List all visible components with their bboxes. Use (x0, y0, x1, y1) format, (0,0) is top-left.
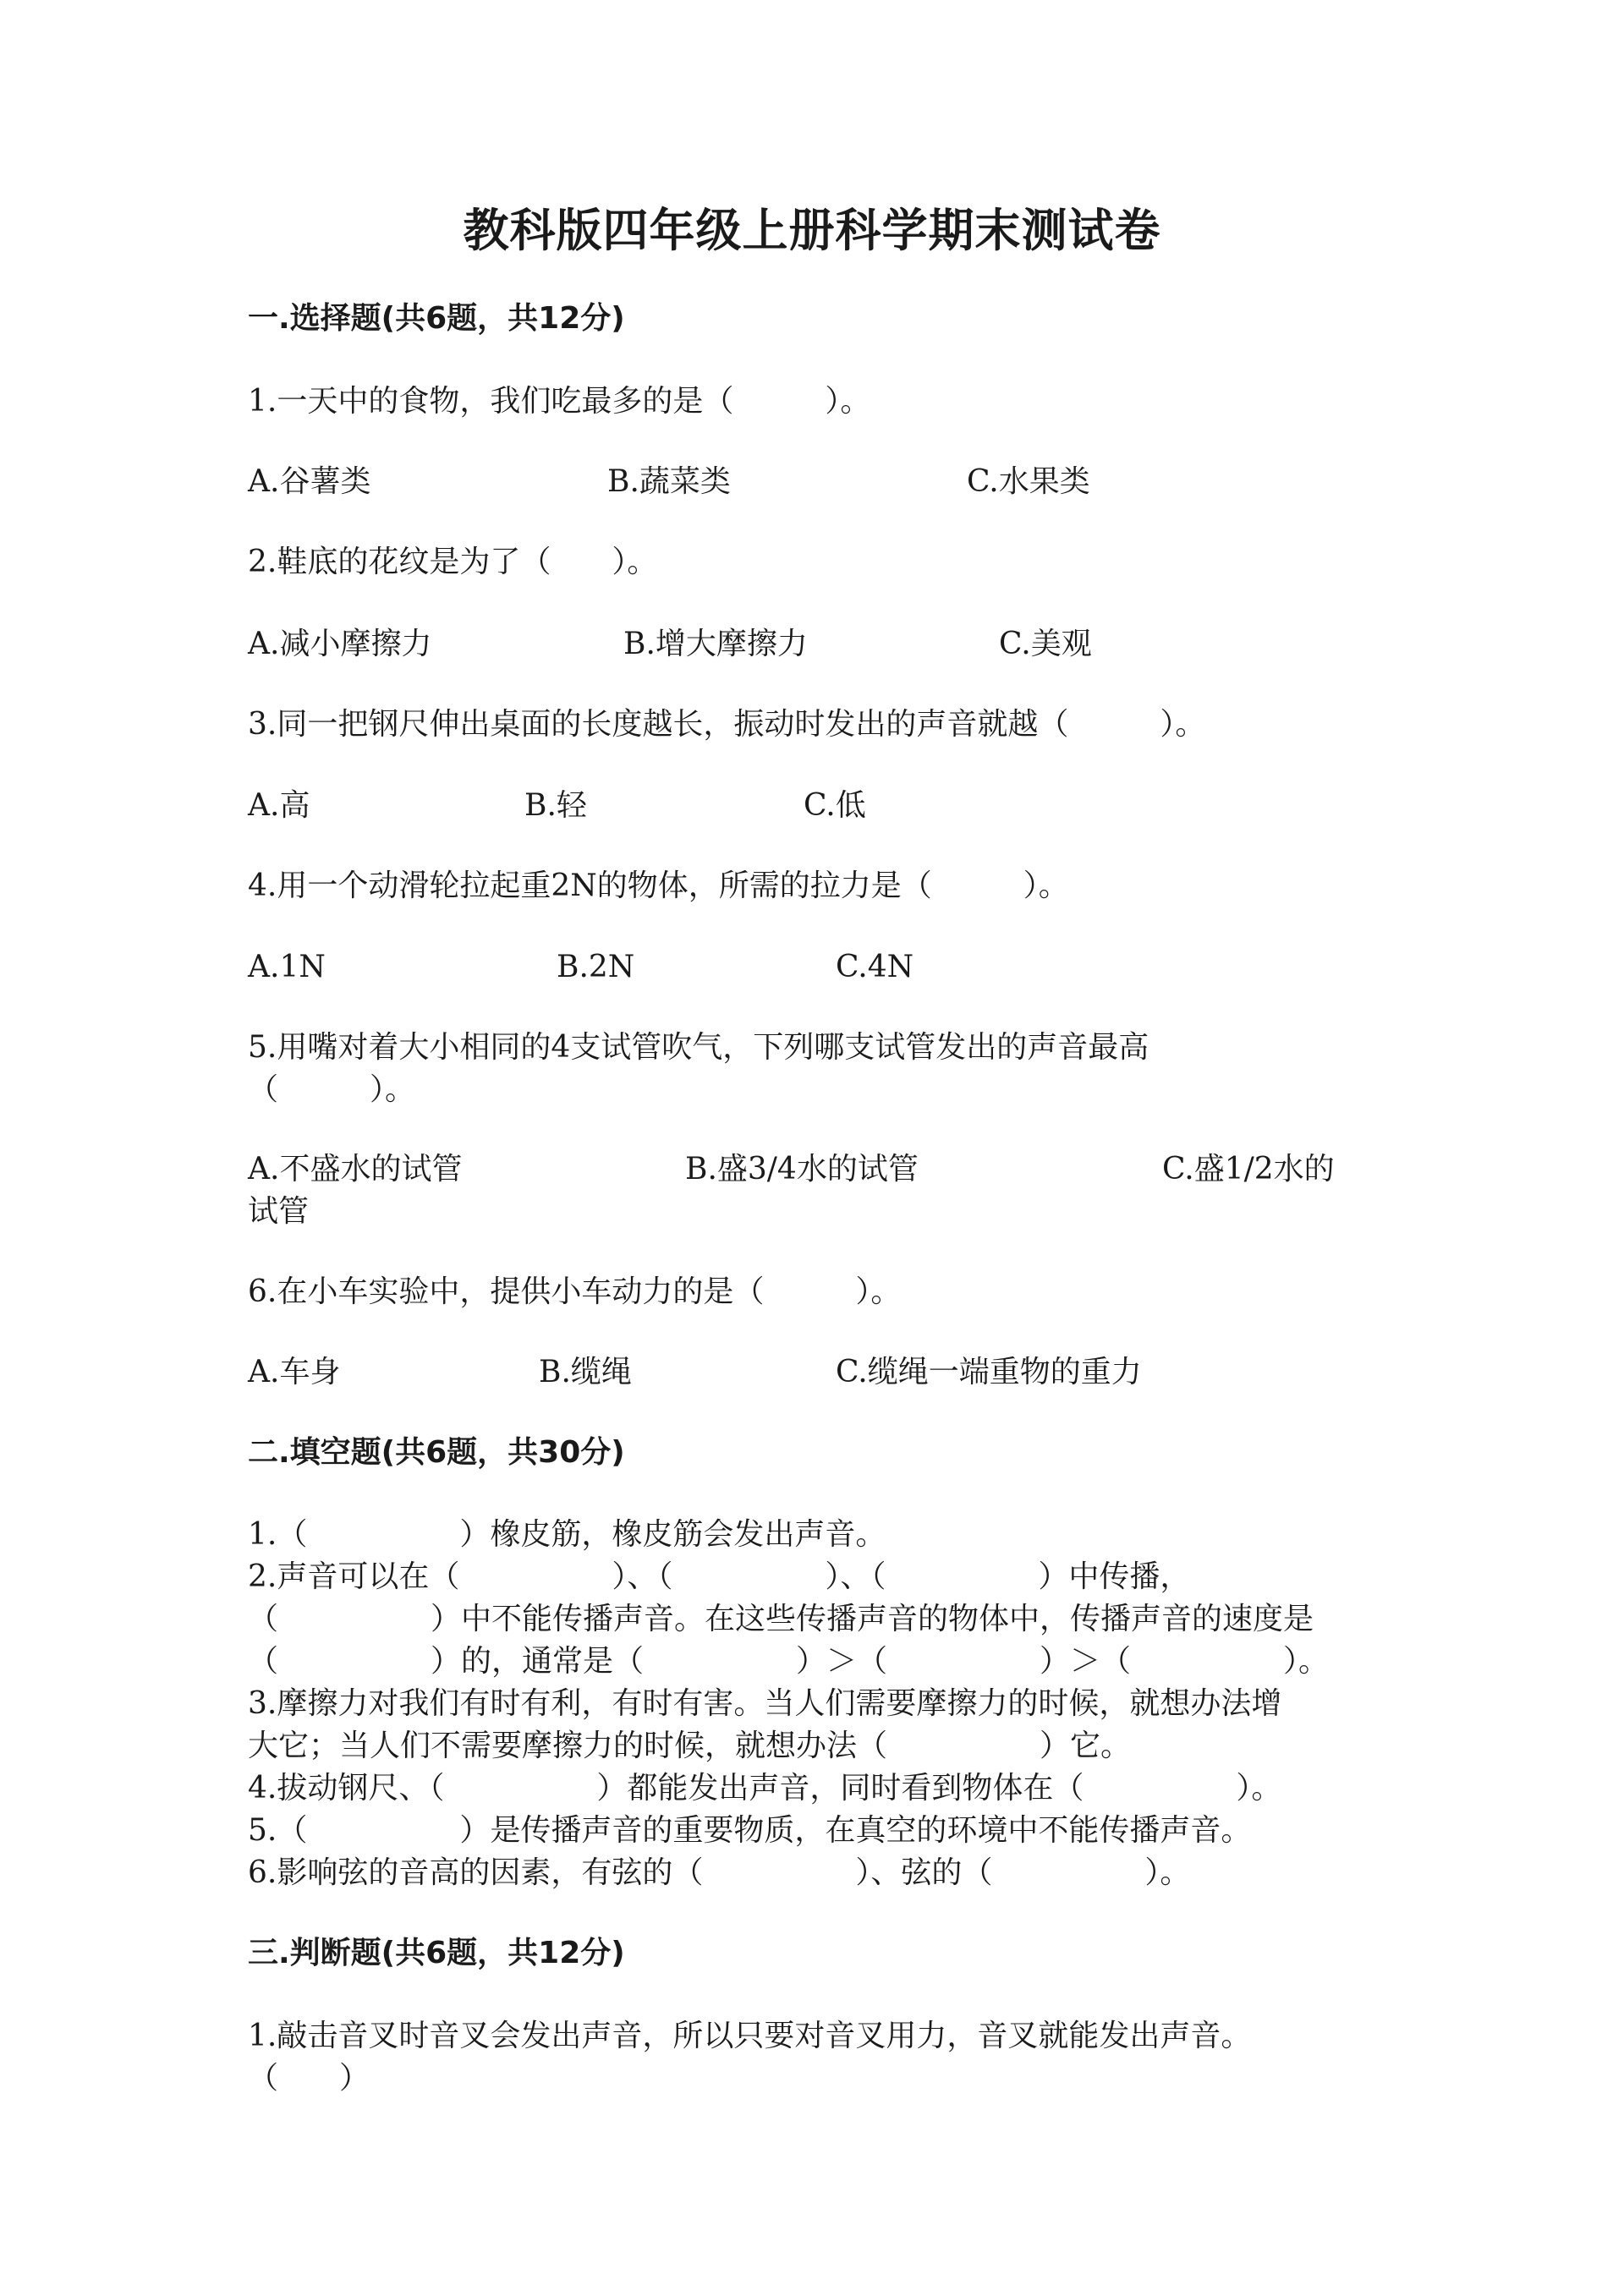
fill-line-9: 6.影响弦的音高的因素，有弦的（ ）、弦的（ ）。 (248, 1855, 1191, 1890)
choice-4-option-a: A.1N (248, 950, 326, 984)
fill-line-3: （ ）中不能传播声音。在这些传播声音的物体中，传播声音的速度是 (248, 1602, 1314, 1636)
choice-5-option-c: C.盛1/2水的 (1162, 1152, 1335, 1186)
choice-3-option-b: B.轻 (524, 788, 587, 823)
choice-4-option-b: B.2N (557, 950, 635, 984)
choice-6-option-c: C.缆绳一端重物的重力 (836, 1355, 1142, 1389)
fill-line-1: 1.（ ）橡皮筋，橡皮筋会发出声音。 (248, 1517, 886, 1552)
choice-question-5-line2: （ ）。 (248, 1072, 416, 1107)
choice-3-option-a: A.高 (248, 788, 310, 823)
choice-question-3: 3.同一把钢尺伸出桌面的长度越长，振动时发出的声音就越（ ）。 (248, 707, 1206, 742)
choice-1-option-b: B.蔬菜类 (607, 464, 731, 499)
choice-question-2: 2.鞋底的花纹是为了（ ）。 (248, 545, 658, 579)
judge-question-1-line2: （ ） (248, 2061, 370, 2096)
choice-6-option-b: B.缆绳 (539, 1355, 632, 1389)
section-heading-judge: 三.判断题(共6题，共12分) (248, 1936, 625, 1970)
judge-question-1-line1: 1.敲击音叉时音叉会发出声音，所以只要对音叉用力，音叉就能发出声音。 (248, 2019, 1252, 2053)
fill-line-4: （ ）的，通常是（ ）＞（ ）＞（ ）。 (248, 1644, 1330, 1679)
choice-4-option-c: C.4N (836, 950, 914, 984)
fill-line-7: 4.拔动钢尺、（ ）都能发出声音，同时看到物体在（ ）。 (248, 1771, 1282, 1806)
choice-2-option-c: C.美观 (999, 627, 1092, 661)
section-heading-fill: 二.填空题(共6题，共30分) (248, 1435, 625, 1470)
choice-question-1: 1.一天中的食物，我们吃最多的是（ ）。 (248, 384, 871, 419)
choice-5-option-c-wrap: 试管 (248, 1194, 310, 1229)
choice-3-option-c: C.低 (804, 788, 866, 823)
fill-line-2: 2.声音可以在（ ）、（ ）、（ ）中传播， (248, 1559, 1191, 1594)
choice-5-option-b: B.盛3/4水的试管 (685, 1152, 919, 1186)
fill-line-8: 5.（ ）是传播声音的重要物质，在真空的环境中不能传播声音。 (248, 1813, 1252, 1848)
choice-6-option-a: A.车身 (248, 1355, 341, 1389)
fill-line-5: 3.摩擦力对我们有时有利，有时有害。当人们需要摩擦力的时候，就想办法增 (248, 1686, 1282, 1721)
choice-2-option-b: B.增大摩擦力 (623, 627, 808, 661)
choice-1-option-a: A.谷薯类 (248, 464, 371, 499)
choice-1-option-c: C.水果类 (967, 464, 1090, 499)
choice-question-6: 6.在小车实验中，提供小车动力的是（ ）。 (248, 1274, 902, 1309)
fill-line-6: 大它；当人们不需要摩擦力的时候，就想办法（ ）它。 (248, 1729, 1132, 1763)
choice-2-option-a: A.减小摩擦力 (248, 627, 432, 661)
section-heading-choice: 一.选择题(共6题，共12分) (248, 301, 625, 336)
choice-5-option-a: A.不盛水的试管 (248, 1152, 463, 1186)
choice-question-5-line1: 5.用嘴对着大小相同的4支试管吹气，下列哪支试管发出的声音最高 (248, 1030, 1149, 1065)
choice-question-4: 4.用一个动滑轮拉起重2N的物体，所需的拉力是（ ）。 (248, 869, 1069, 903)
exam-title: 教科版四年级上册科学期末测试卷 (463, 203, 1161, 257)
